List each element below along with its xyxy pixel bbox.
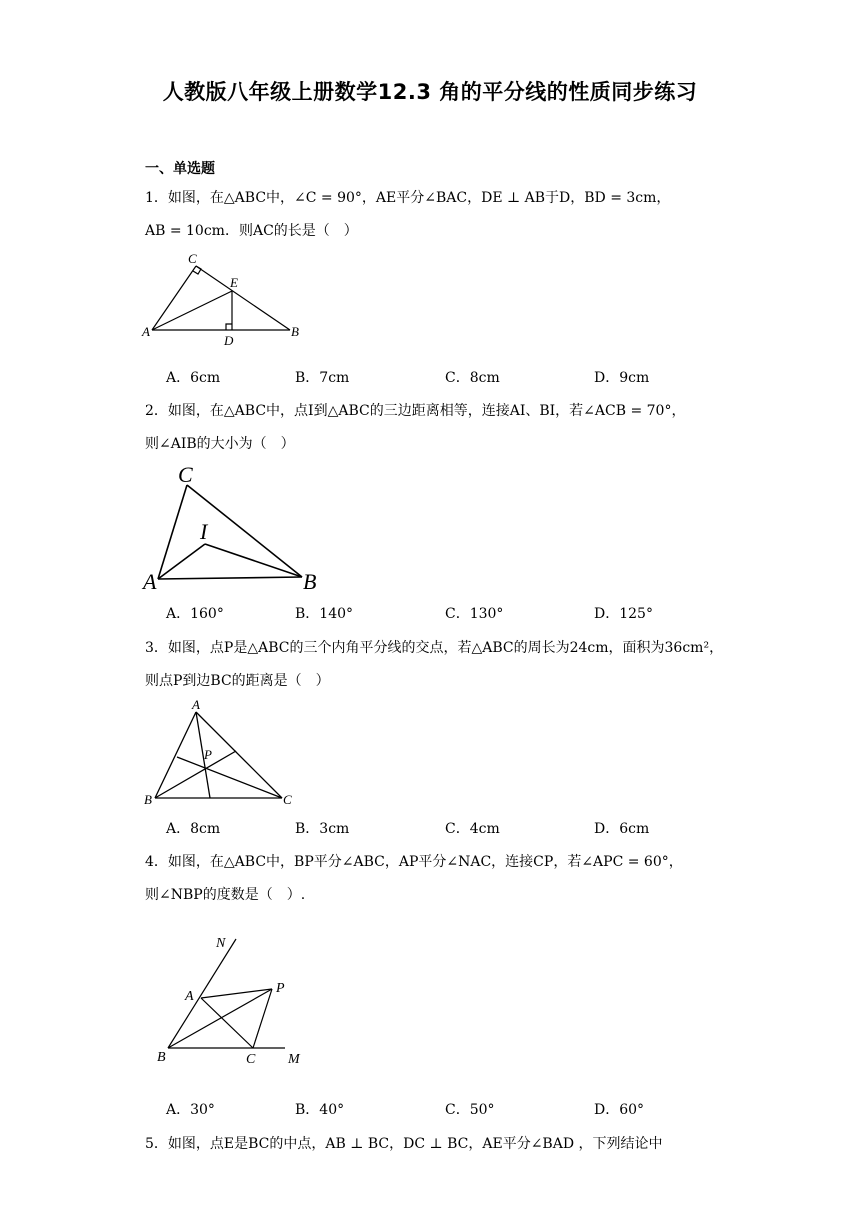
question-4-text-line1: 4．如图，在△ABC中，BP平分∠ABC，AP平分∠NAC，连接CP，若∠APC = 60°，: [145, 854, 683, 870]
question-1-option-b[interactable]: B．7cm: [295, 370, 350, 386]
label-a: A: [185, 989, 194, 1004]
question-4-text-line2: 则∠NBP的度数是（ ）.: [145, 887, 306, 903]
segment-ai: [158, 544, 205, 579]
question-4-option-b[interactable]: B．40°: [295, 1102, 345, 1118]
edge-cb: [196, 266, 290, 330]
label-p: P: [276, 981, 285, 996]
question-4-option-a[interactable]: A．30°: [166, 1102, 215, 1118]
question-1-text-line1: 1．如图，在△ABC中，∠C = 90°，AE平分∠BAC，DE ⊥ AB于D，BD = 3cm，: [145, 190, 671, 206]
edge-ac: [152, 266, 196, 330]
label-c: C: [246, 1052, 256, 1067]
question-3-option-d[interactable]: D．6cm: [594, 821, 650, 837]
label-c: C: [178, 462, 193, 487]
question-5-text-line1: 5．如图，点E是BC的中点，AB ⊥ BC，DC ⊥ BC，AE平分∠BAD ，下列结论中: [145, 1136, 663, 1152]
question-2-option-d[interactable]: D．125°: [594, 606, 653, 622]
segment-ac: [201, 998, 253, 1048]
bisector-from-b: [155, 751, 236, 798]
question-2-option-b[interactable]: B．140°: [295, 606, 354, 622]
question-1-figure: [140, 250, 310, 350]
label-e: E: [230, 275, 238, 290]
right-angle-mark-c: [193, 266, 201, 274]
label-b: B: [291, 324, 299, 339]
section-heading: 一、单选题: [145, 161, 215, 177]
question-2-option-c[interactable]: C．130°: [445, 606, 504, 622]
label-a: A: [192, 697, 200, 712]
question-1-option-d[interactable]: D．9cm: [594, 370, 650, 386]
question-4-option-c[interactable]: C．50°: [445, 1102, 495, 1118]
question-3-figure: [140, 695, 310, 811]
label-p: P: [204, 747, 212, 762]
label-a: A: [142, 324, 150, 339]
label-c: C: [188, 251, 197, 266]
label-c: C: [283, 792, 292, 807]
page-title: 人教版八年级上册数学12.3 角的平分线的性质同步练习: [162, 80, 698, 104]
segment-ap: [201, 989, 272, 998]
label-b: B: [157, 1050, 166, 1065]
label-a: A: [143, 569, 157, 594]
question-2-text-line2: 则∠AIB的大小为（ ）: [145, 436, 295, 452]
bisector-from-c: [177, 757, 282, 798]
question-2-figure: [140, 458, 330, 596]
question-3-option-a[interactable]: A．8cm: [166, 821, 221, 837]
question-2-text-line1: 2．如图，在△ABC中，点I到△ABC的三边距离相等，连接AI、BI，若∠ACB = 70°，: [145, 403, 686, 419]
question-1-text-line2: AB = 10cm．则AC的长是（ ）: [145, 223, 358, 239]
question-1-option-a[interactable]: A．6cm: [166, 370, 221, 386]
question-3-option-c[interactable]: C．4cm: [445, 821, 500, 837]
question-1-option-c[interactable]: C．8cm: [445, 370, 500, 386]
label-b: B: [303, 569, 317, 594]
question-3-option-b[interactable]: B．3cm: [295, 821, 350, 837]
label-b: B: [144, 792, 152, 807]
question-3-text-line1: 3．如图，点P是△ABC的三个内角平分线的交点，若△ABC的周长为24cm，面积为36cm²，: [145, 640, 724, 656]
edge-ac: [158, 485, 187, 579]
label-m: M: [288, 1052, 300, 1067]
right-angle-mark-d: [226, 324, 232, 330]
question-3-text-line2: 则点P到边BC的距离是（ ）: [145, 673, 330, 689]
segment-bi: [205, 544, 302, 577]
question-4-option-d[interactable]: D．60°: [594, 1102, 645, 1118]
ray-bn: [168, 939, 236, 1048]
edge-ab: [158, 577, 302, 579]
question-2-option-a[interactable]: A．160°: [166, 606, 224, 622]
question-4-figure: [150, 930, 320, 1070]
bisector-ae: [152, 291, 232, 330]
edge-ab: [155, 712, 196, 798]
label-n: N: [216, 936, 226, 951]
label-i: I: [200, 519, 208, 544]
label-d: D: [224, 333, 234, 348]
